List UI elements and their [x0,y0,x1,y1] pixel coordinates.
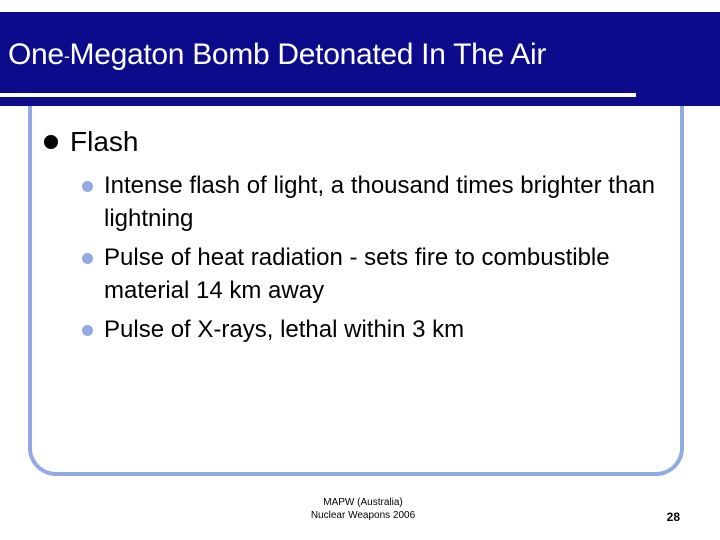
main-bullet-text: Flash [70,126,139,157]
bullet-dot-icon [44,135,58,149]
title-part1: One [8,38,64,71]
sub-bullet-dot-icon [82,325,93,336]
sub-bullet-dot-icon [82,253,93,264]
page-number: 28 [666,510,680,524]
footer-line2: Nuclear Weapons 2006 [310,510,416,521]
title-underline [0,93,636,97]
sub-bullet-3: Pulse of X-rays, lethal within 3 km [104,316,465,343]
sub-bullet-dot-icon [82,181,93,192]
footer-line1: MAPW (Australia) [323,497,403,508]
title-part2: Megaton Bomb Detonated In The Air [69,38,547,71]
sub-bullet-2: Pulse of heat radiation - sets fire to combustible material 14 km away [104,244,610,304]
title-dash: - [63,46,70,66]
slide-title [8,38,546,72]
sub-bullet-1: Intense flash of light, a thousand times brighter than lightning [104,172,656,232]
footer-credit [258,496,468,522]
